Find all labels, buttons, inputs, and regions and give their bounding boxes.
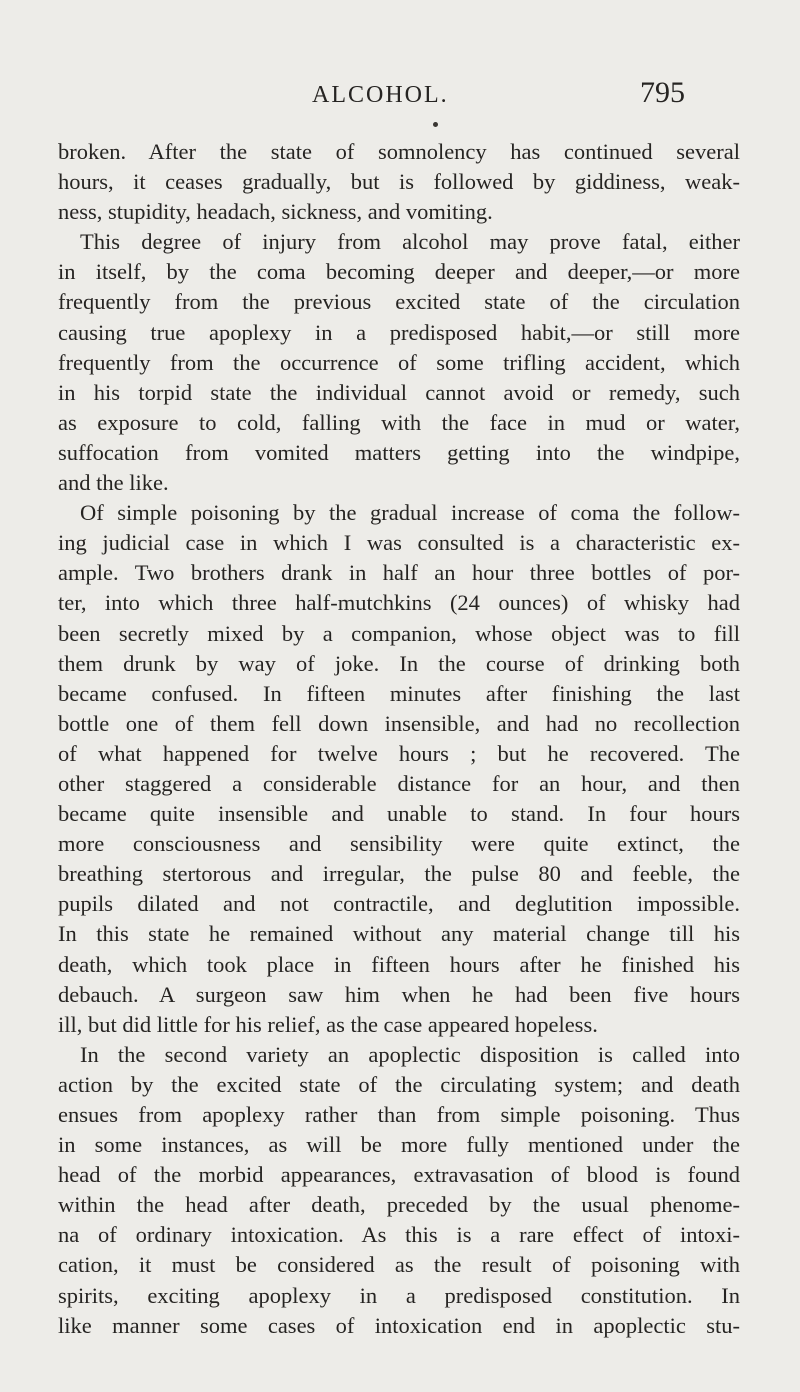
page-number: 795 bbox=[640, 76, 685, 109]
text-line: This degree of injury from alcohol may prove fatal, either bbox=[80, 229, 740, 255]
text-line: breathing stertorous and irregular, the pulse 80 and feeble, the bbox=[58, 861, 740, 887]
text-line: ensues from apoplexy rather than from simple poisoning. Thus bbox=[58, 1102, 740, 1127]
text-line: in itself, by the coma becoming deeper and deeper,—or more bbox=[58, 259, 740, 285]
text-line: more consciousness and sensibility were quite extinct, the bbox=[58, 831, 740, 857]
text-line: became quite insensible and unable to stand. In four hours bbox=[58, 801, 740, 827]
text-line: and the like. bbox=[58, 470, 169, 496]
text-line: like manner some cases of intoxication end in apoplectic stu- bbox=[58, 1312, 740, 1338]
text-line: na of ordinary intoxication. As this is a rare effect of intoxi- bbox=[58, 1222, 740, 1248]
text-line: bottle one of them fell down insensible, and had no recollection bbox=[58, 710, 740, 736]
text-line: been secretly mixed by a companion, whose object was to fill bbox=[58, 620, 740, 646]
text-line: pupils dilated and not contractile, and deglutition impossible. bbox=[58, 891, 740, 917]
text-line: ample. Two brothers drank in half an hour three bottles of por- bbox=[58, 560, 740, 586]
text-line: in his torpid state the individual cannot avoid or remedy, such bbox=[58, 379, 740, 405]
running-title: ALCOHOL. bbox=[312, 82, 449, 108]
text-line: suffocation from vomited matters getting into the windpipe, bbox=[58, 439, 740, 465]
text-line: became confused. In fifteen minutes after finishing the last bbox=[58, 680, 740, 706]
text-line: ness, stupidity, headach, sickness, and vomiting. bbox=[58, 199, 493, 225]
text-line: In the second variety an apoplectic disposition is called into bbox=[80, 1041, 740, 1067]
text-line: causing true apoplexy in a predisposed habit,—or still more bbox=[58, 319, 740, 345]
text-line: ill, but did little for his relief, as the case appeared hopeless. bbox=[58, 1011, 598, 1037]
printer-mark-dot bbox=[433, 122, 438, 127]
text-line: frequently from the previous excited state of the circulation bbox=[58, 289, 740, 315]
text-line: in some instances, as will be more fully mentioned under the bbox=[58, 1132, 740, 1158]
text-line: as exposure to cold, falling with the face in mud or water, bbox=[58, 409, 740, 435]
text-line: In this state he remained without any material change till his bbox=[58, 921, 740, 947]
text-line: Of simple poisoning by the gradual increase of coma the follow- bbox=[80, 500, 740, 526]
text-line: broken. After the state of somnolency has continued several bbox=[58, 139, 740, 164]
text-line: debauch. A surgeon saw him when he had been five hours bbox=[58, 981, 740, 1007]
text-line: cation, it must be considered as the result of poisoning with bbox=[58, 1252, 740, 1278]
text-line: death, which took place in fifteen hours after he finished his bbox=[58, 951, 740, 977]
text-line: frequently from the occurrence of some trifling accident, which bbox=[58, 349, 740, 375]
text-line: within the head after death, preceded by the usual phenome- bbox=[58, 1192, 740, 1218]
text-line: ing judicial case in which I was consulted is a characteristic ex- bbox=[58, 530, 740, 556]
text-line: spirits, exciting apoplexy in a predisposed constitution. In bbox=[58, 1282, 740, 1308]
text-line: head of the morbid appearances, extravasation of blood is found bbox=[58, 1162, 740, 1188]
text-line: ter, into which three half-mutchkins (24 ounces) of whisky had bbox=[58, 590, 740, 616]
text-line: hours, it ceases gradually, but is followed by giddiness, weak- bbox=[58, 169, 740, 195]
text-line: them drunk by way of joke. In the course of drinking both bbox=[58, 650, 740, 676]
body-text bbox=[58, 137, 740, 1341]
running-head bbox=[0, 76, 800, 116]
text-line: action by the excited state of the circulating system; and death bbox=[58, 1071, 740, 1097]
text-line: other staggered a considerable distance for an hour, and then bbox=[58, 770, 740, 796]
text-line: of what happened for twelve hours ; but he recovered. The bbox=[58, 740, 740, 766]
